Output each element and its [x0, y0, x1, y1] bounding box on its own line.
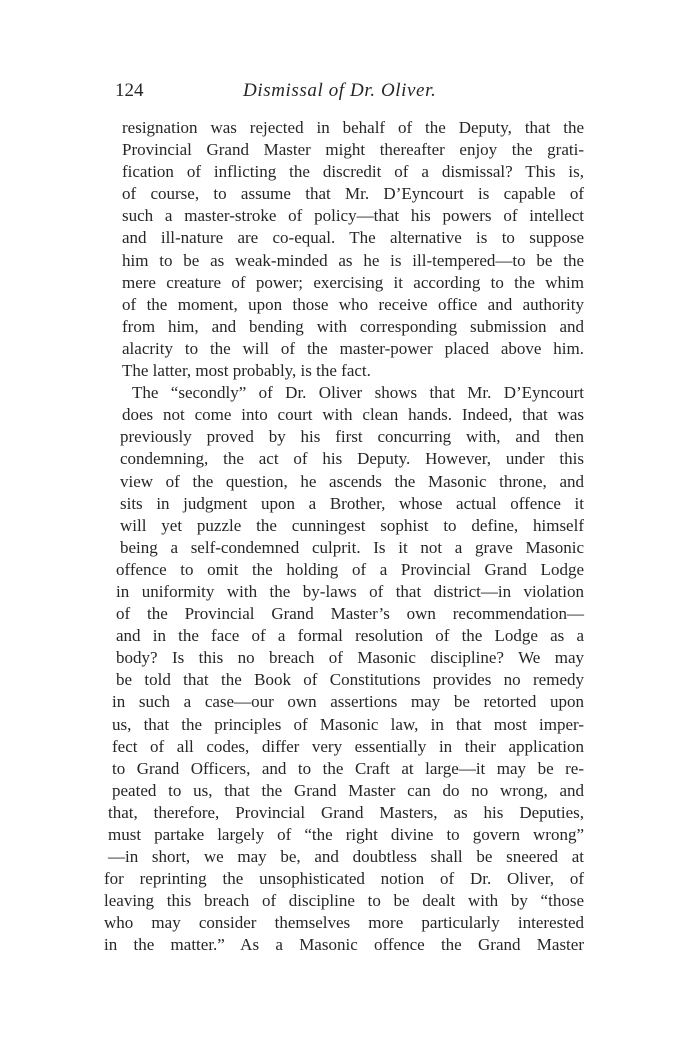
text-line: that, therefore, Provincial Grand Masters, as his Deputies, [108, 802, 584, 822]
text-line: for reprinting the unsophisticated notion of Dr. Oliver, of [104, 869, 584, 889]
text-line: in uniformity with the by-laws of that district—in violation [116, 581, 584, 601]
text-line: must partake largely of “the right divine to govern wrong” [108, 825, 584, 844]
text-line: us, that the principles of Masonic law, in that most imper- [112, 714, 584, 734]
text-line: who may consider themselves more particularly interested [104, 913, 584, 933]
text-line: to Grand Officers, and to the Craft at large—it may be re- [112, 758, 584, 778]
text-line: sits in judgment upon a Brother, whose actual offence it [120, 493, 584, 513]
text-line: of course, to assume that Mr. D’Eyncourt is capable of [122, 184, 584, 204]
text-line: of the Provincial Grand Master’s own recommendation— [116, 604, 584, 624]
text-line: in such a case—our own assertions may be retorted upon [112, 692, 584, 712]
text-line: peated to us, that the Grand Master can do no wrong, and [112, 780, 584, 800]
text-line: fication of inflicting the discredit of a dismissal? This is, [122, 162, 584, 182]
text-line: The latter, most probably, is the fact. [122, 361, 371, 381]
text-line: resignation was rejected in behalf of the Deputy, that the [122, 118, 584, 137]
text-line: condemning, the act of his Deputy. However, under this [120, 449, 584, 469]
text-line: in the matter.” As a Masonic offence the Grand Master [104, 935, 584, 955]
page-header [115, 80, 575, 110]
text-line: mere creature of power; exercising it according to the whim [122, 272, 584, 292]
text-line: does not come into court with clean hands. Indeed, that was [122, 405, 584, 425]
body-text [102, 117, 584, 957]
text-line: alacrity to the will of the master-power placed above him. [122, 338, 584, 358]
text-line: previously proved by his first concurring with, and then [120, 427, 584, 447]
text-line: will yet puzzle the cunningest sophist to define, himself [120, 515, 584, 535]
text-line: offence to omit the holding of a Provincial Grand Lodge [116, 559, 584, 579]
text-line: —in short, we may be, and doubtless shall be sneered at [108, 847, 584, 867]
text-line: such a master-stroke of policy—that his powers of intellect [122, 206, 584, 226]
text-line: view of the question, he ascends the Masonic throne, and [120, 471, 584, 491]
text-line: from him, and bending with corresponding submission and [122, 316, 584, 336]
paragraph-first-line: The “secondly” of Dr. Oliver shows that Mr. D’Eyncourt [132, 383, 584, 403]
text-line: fect of all codes, differ very essentially in their application [112, 736, 584, 756]
page-number: 124 [115, 80, 144, 101]
text-line: leaving this breach of discipline to be dealt with by “those [104, 891, 584, 911]
text-line: Provincial Grand Master might thereafter enjoy the grati- [122, 140, 584, 160]
running-title: Dismissal of Dr. Oliver. [243, 80, 437, 101]
text-line: be told that the Book of Constitutions provides no remedy [116, 670, 584, 690]
text-line: body? Is this no breach of Masonic discipline? We may [116, 648, 584, 668]
text-line: of the moment, upon those who receive office and authority [122, 294, 584, 314]
text-line: him to be as weak-minded as he is ill-tempered—to be the [122, 250, 584, 270]
text-line: and ill-nature are co-equal. The alternative is to suppose [122, 228, 584, 248]
text-line: and in the face of a formal resolution of the Lodge as a [116, 626, 584, 646]
text-line: being a self-condemned culprit. Is it not a grave Masonic [120, 537, 584, 557]
